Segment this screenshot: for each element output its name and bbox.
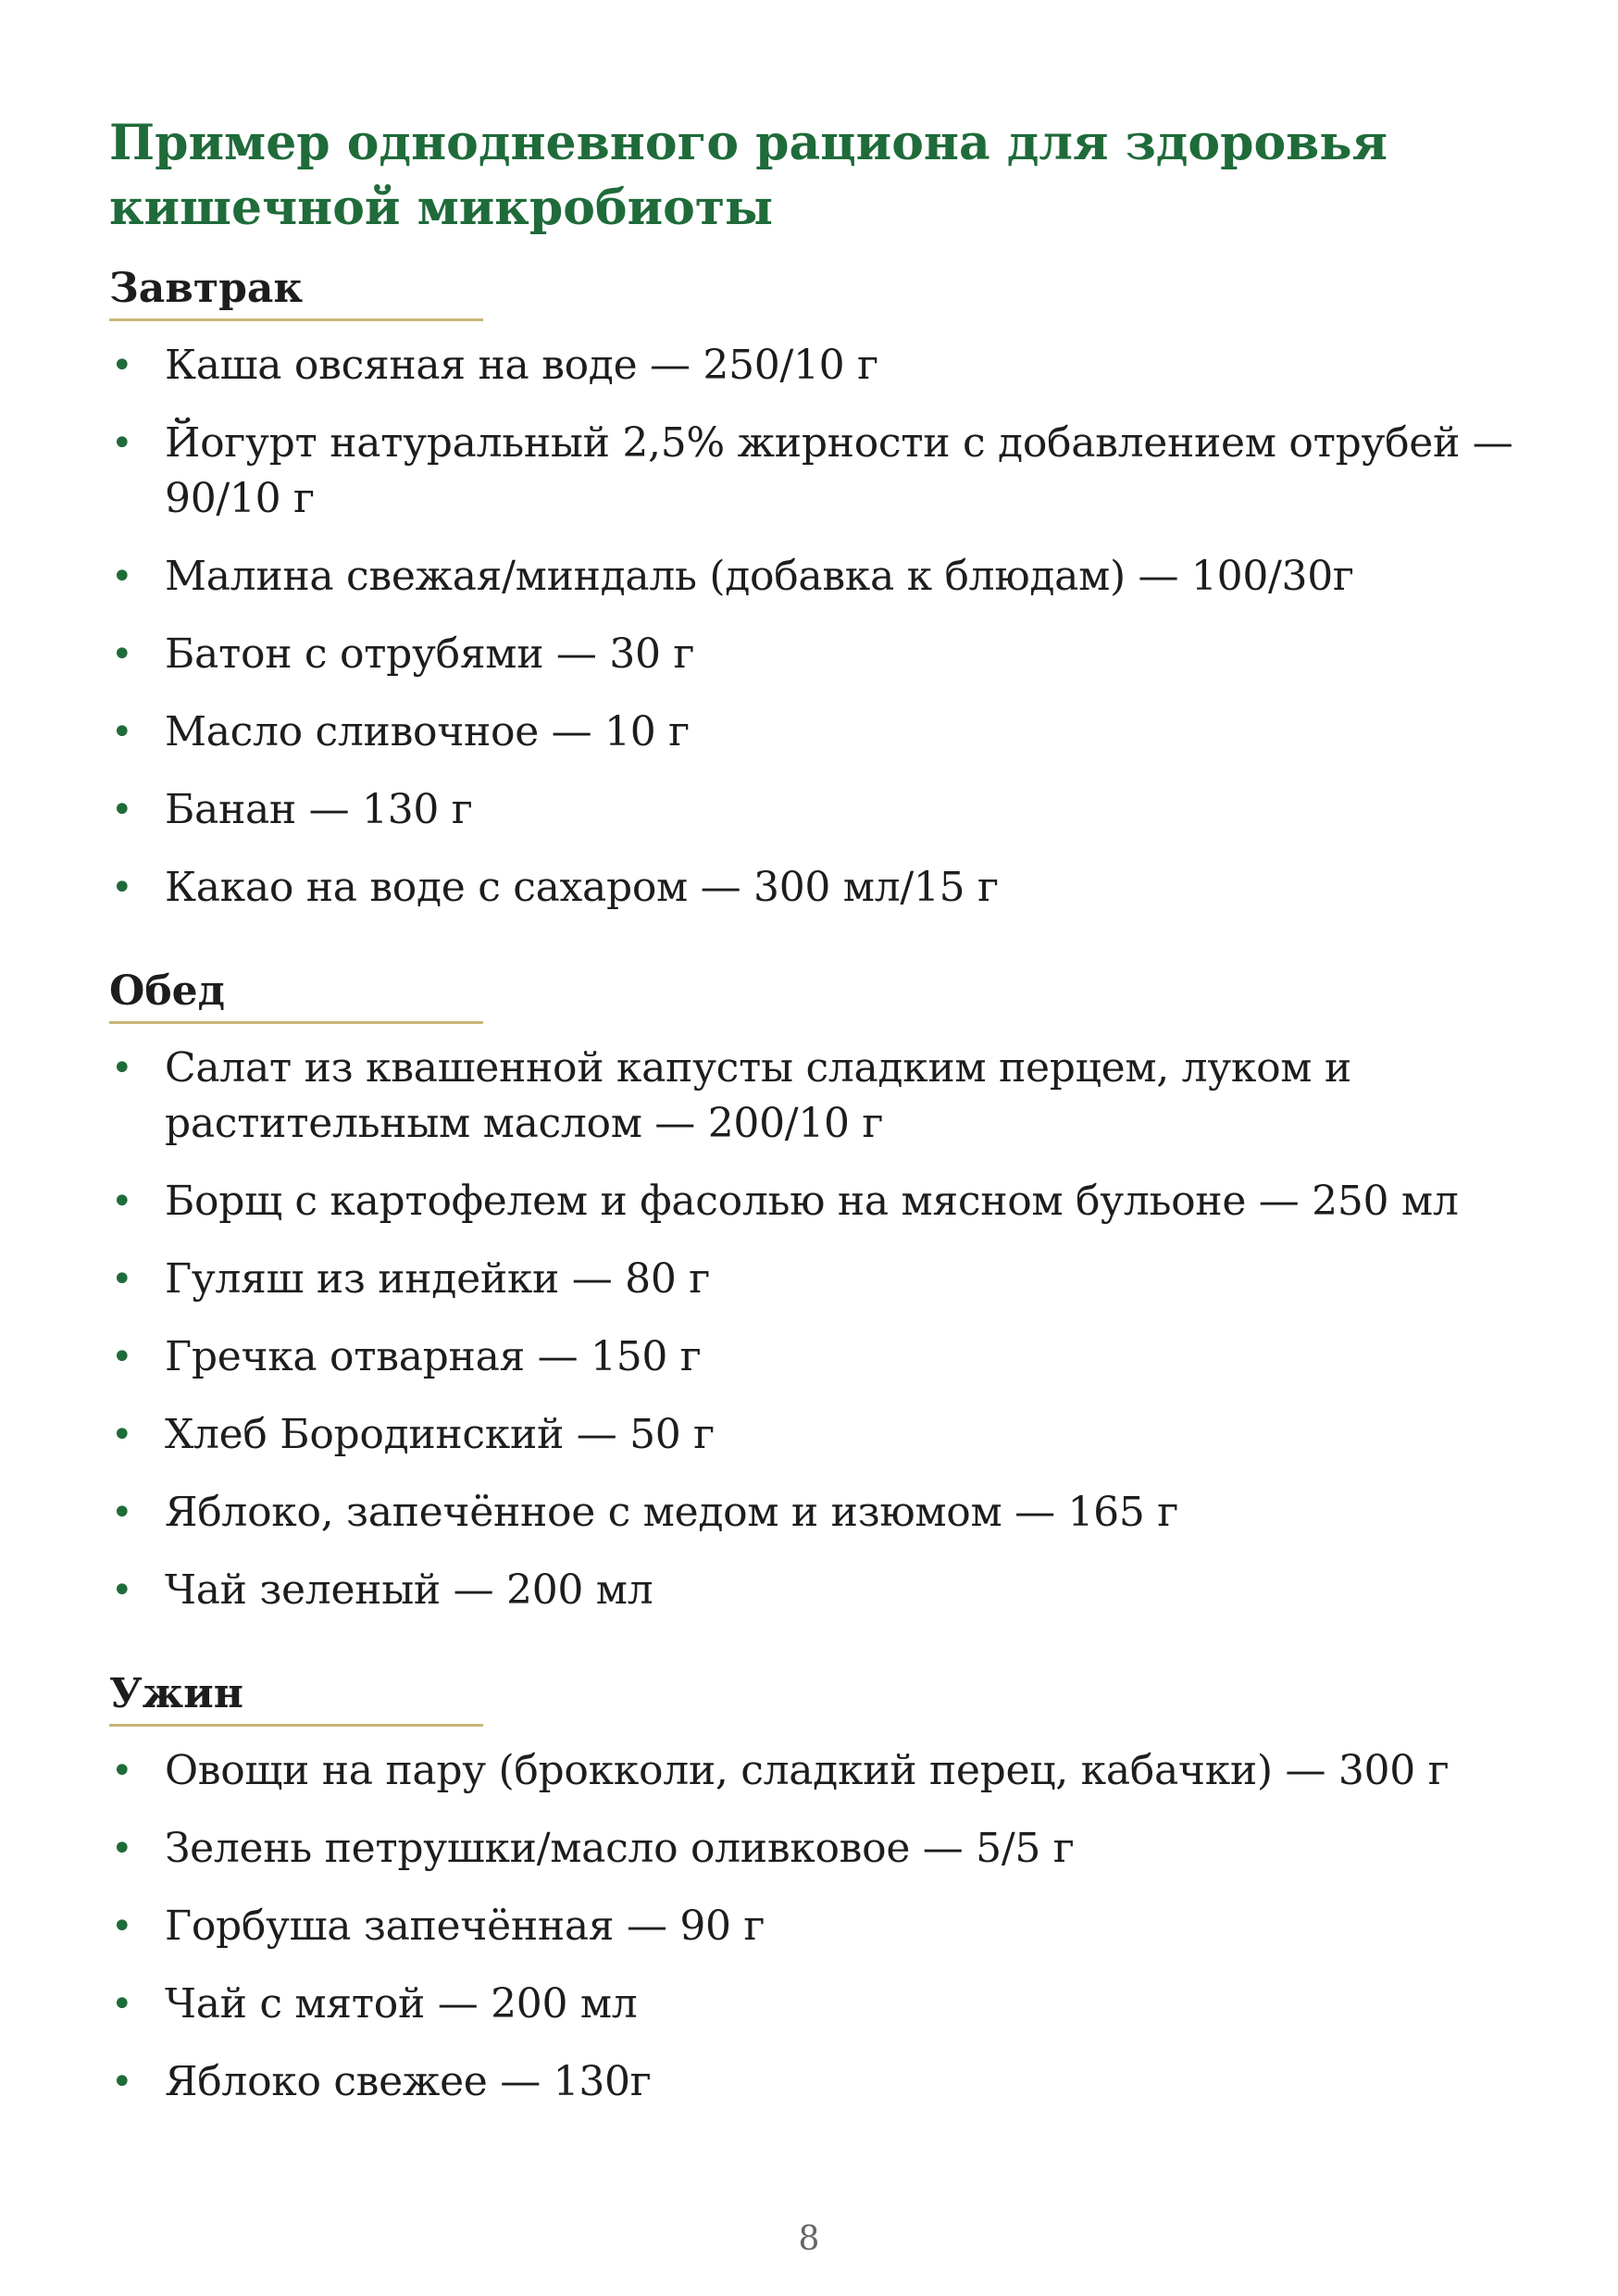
bullet-icon: • bbox=[111, 1569, 133, 1612]
section-heading-dinner: Ужин bbox=[109, 1666, 483, 1727]
list-item bbox=[109, 705, 1525, 760]
bullet-icon: • bbox=[111, 789, 133, 831]
bullet-icon: • bbox=[111, 1414, 133, 1456]
item-text: Зелень петрушки/масло оливковое — 5/5 г bbox=[165, 1825, 1075, 1872]
item-text: Яблоко свежее — 130г bbox=[165, 2058, 652, 2105]
list-item bbox=[109, 1174, 1525, 1229]
bullet-icon: • bbox=[111, 1336, 133, 1379]
bullet-icon: • bbox=[111, 1491, 133, 1534]
bullet-icon: • bbox=[111, 555, 133, 598]
breakfast-list bbox=[109, 338, 1525, 916]
list-item bbox=[109, 1743, 1525, 1799]
page-number: 8 bbox=[798, 2220, 820, 2258]
item-text: Малина свежая/миндаль (добавка к блюдам) — 100/30г bbox=[165, 553, 1354, 600]
list-item bbox=[109, 1977, 1525, 2032]
item-text: Салат из квашенной капусты сладким перцем, луком и растительным маслом — 200/10 г bbox=[165, 1044, 1351, 1147]
lunch-list bbox=[109, 1041, 1525, 1618]
section-heading-lunch: Обед bbox=[109, 964, 483, 1024]
bullet-icon: • bbox=[111, 422, 133, 465]
list-item bbox=[109, 1821, 1525, 1877]
list-item bbox=[109, 782, 1525, 838]
list-item bbox=[109, 1563, 1525, 1618]
page-title bbox=[109, 111, 1525, 241]
bullet-icon: • bbox=[111, 344, 133, 387]
list-item bbox=[109, 1329, 1525, 1385]
item-text: Овощи на пару (брокколи, сладкий перец, кабачки) — 300 г bbox=[165, 1747, 1450, 1794]
item-text: Каша овсяная на воде — 250/10 г bbox=[165, 342, 878, 389]
item-text: Банан — 130 г bbox=[165, 786, 473, 833]
item-text: Какао на воде с сахаром — 300 мл/15 г bbox=[165, 864, 999, 911]
bullet-icon: • bbox=[111, 1983, 133, 2026]
list-item bbox=[109, 1485, 1525, 1541]
title-line-1: Пример однодневного рациона для здоровья bbox=[109, 115, 1388, 171]
item-text: Йогурт натуральный 2,5% жирности с добавлением отрубей — 90/10 г bbox=[165, 419, 1513, 522]
bullet-icon: • bbox=[111, 1258, 133, 1301]
section-lunch bbox=[109, 964, 1525, 1618]
list-item bbox=[109, 549, 1525, 605]
bullet-icon: • bbox=[111, 867, 133, 909]
list-item bbox=[109, 860, 1525, 916]
bullet-icon: • bbox=[111, 1180, 133, 1223]
item-text: Гуляш из индейки — 80 г bbox=[165, 1255, 710, 1303]
bullet-icon: • bbox=[111, 1047, 133, 1090]
bullet-icon: • bbox=[111, 1828, 133, 1870]
item-text: Борщ с картофелем и фасолью на мясном бульоне — 250 мл bbox=[165, 1178, 1459, 1225]
title-line-2: кишечной микробиоты bbox=[109, 180, 774, 236]
dinner-list bbox=[109, 1743, 1525, 2110]
list-item bbox=[109, 338, 1525, 393]
item-text: Чай с мятой — 200 мл bbox=[165, 1980, 638, 2028]
item-text: Гречка отварная — 150 г bbox=[165, 1333, 702, 1380]
item-text: Яблоко, запечённое с медом и изюмом — 165 г bbox=[165, 1489, 1178, 1536]
list-item bbox=[109, 1407, 1525, 1463]
bullet-icon: • bbox=[111, 711, 133, 754]
item-text: Горбуша запечённая — 90 г bbox=[165, 1903, 765, 1950]
section-breakfast bbox=[109, 261, 1525, 916]
bullet-icon: • bbox=[111, 1905, 133, 1948]
list-item bbox=[109, 416, 1525, 527]
document-page bbox=[109, 111, 1525, 2158]
list-item bbox=[109, 1041, 1525, 1152]
item-text: Батон с отрубями — 30 г bbox=[165, 630, 695, 678]
list-item bbox=[109, 1899, 1525, 1954]
section-dinner bbox=[109, 1666, 1525, 2110]
item-text: Масло сливочное — 10 г bbox=[165, 708, 690, 755]
bullet-icon: • bbox=[111, 1750, 133, 1792]
bullet-icon: • bbox=[111, 633, 133, 676]
bullet-icon: • bbox=[111, 2061, 133, 2103]
item-text: Чай зеленый — 200 мл bbox=[165, 1566, 653, 1614]
list-item bbox=[109, 2054, 1525, 2110]
list-item bbox=[109, 1252, 1525, 1307]
item-text: Хлеб Бородинский — 50 г bbox=[165, 1411, 715, 1458]
section-heading-breakfast: Завтрак bbox=[109, 261, 483, 321]
list-item bbox=[109, 627, 1525, 682]
